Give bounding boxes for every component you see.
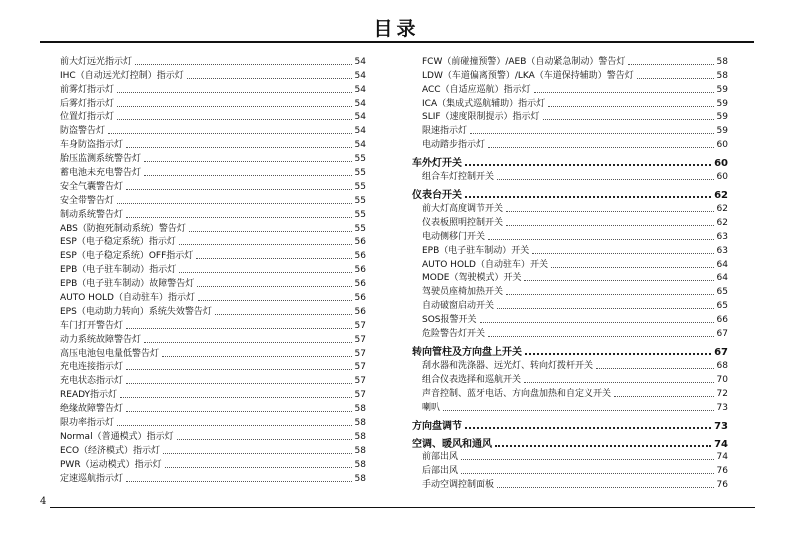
toc-entry-label: 动力系统故障警告灯 <box>60 334 142 345</box>
toc-entry-label: 位置灯指示灯 <box>60 112 115 123</box>
dot-leader <box>534 92 714 93</box>
toc-entry-label: Normal（普通模式）指示灯 <box>60 431 174 442</box>
toc-entry-page: 54 <box>354 126 366 137</box>
toc-entry-label: SLIF（速度限制提示）指示灯 <box>422 112 540 123</box>
toc-entry-label: ESP（电子稳定系统）指示灯 <box>60 237 176 248</box>
toc-entry-page: 58 <box>354 445 366 456</box>
toc-entry-page: 57 <box>354 348 366 359</box>
toc-entry[interactable] <box>60 208 366 222</box>
toc-entry[interactable] <box>60 374 366 388</box>
toc-entry-page: 59 <box>716 112 728 123</box>
toc-entry[interactable] <box>412 83 728 97</box>
toc-entry[interactable] <box>60 444 366 458</box>
toc-entry-page: 57 <box>354 390 366 401</box>
toc-entry-label: 安全气囊警告灯 <box>60 181 124 192</box>
toc-entry-page: 62 <box>716 204 728 215</box>
toc-entry-page: 68 <box>716 360 728 371</box>
dot-leader <box>187 78 352 79</box>
toc-entry-page: 54 <box>354 140 366 151</box>
toc-entry-page: 59 <box>716 84 728 95</box>
toc-entry-label: READY指示灯 <box>60 390 118 401</box>
toc-entry-page: 62 <box>716 217 728 228</box>
toc-entry-page: 56 <box>354 306 366 317</box>
dot-leader <box>532 253 713 254</box>
dot-leader <box>465 196 711 198</box>
toc-entry-label: EPB（电子驻车制动）开关 <box>422 245 530 256</box>
toc-entry-label: EPB（电子驻车制动）指示灯 <box>60 265 177 276</box>
dot-leader <box>637 78 714 79</box>
toc-entry-label: 前雾灯指示灯 <box>60 84 115 95</box>
toc-entry-label: ACC（自适应巡航）指示灯 <box>422 84 531 95</box>
toc-entry-label: FCW（前碰撞预警）/AEB（自动紧急制动）警告灯 <box>422 56 626 67</box>
dot-leader <box>488 336 714 337</box>
toc-entry[interactable] <box>60 319 366 333</box>
toc-entry[interactable] <box>412 170 728 184</box>
dot-leader <box>144 161 352 162</box>
toc-entry-label: ICA（集成式巡航辅助）指示灯 <box>422 98 546 109</box>
toc-entry-page: 55 <box>354 168 366 179</box>
dot-leader <box>144 175 352 176</box>
toc-entry[interactable] <box>60 124 366 138</box>
toc-entry[interactable] <box>60 263 366 277</box>
toc-entry[interactable] <box>60 249 366 263</box>
dot-leader <box>495 445 711 447</box>
toc-entry-label: 高压电池包电量低警告灯 <box>60 348 160 359</box>
toc-entry-label: 声音控制、蓝牙电话、方向盘加热和自定义开关 <box>422 388 612 399</box>
toc-entry[interactable] <box>60 55 366 69</box>
dot-leader <box>525 353 711 355</box>
dot-leader <box>135 64 352 65</box>
toc-entry[interactable] <box>60 222 366 236</box>
toc-entry-label: 方向盘调节 <box>412 420 462 432</box>
dot-leader <box>163 453 351 454</box>
dot-leader <box>117 92 352 93</box>
toc-entry[interactable] <box>412 327 728 341</box>
toc-entry[interactable] <box>60 472 366 486</box>
dot-leader <box>196 258 351 259</box>
toc-entry-page: 63 <box>716 245 728 256</box>
toc-entry-label: 车身防盗指示灯 <box>60 140 124 151</box>
dot-leader <box>126 189 352 190</box>
dot-leader <box>465 164 711 166</box>
toc-entry-label: IHC（自动远光灯控制）指示灯 <box>60 70 184 81</box>
toc-entry-page: 70 <box>716 374 728 385</box>
toc-entry-label: 刮水器和洗涤器、远光灯、转向灯拨杆开关 <box>422 360 594 371</box>
toc-entry-label: 定速巡航指示灯 <box>60 473 124 484</box>
toc-entry-page: 56 <box>354 251 366 262</box>
dot-leader <box>126 369 352 370</box>
toc-entry[interactable] <box>60 291 366 305</box>
toc-entry-page: 65 <box>716 287 728 298</box>
dot-leader <box>165 467 352 468</box>
toc-entry-page: 76 <box>716 466 728 477</box>
toc-entry[interactable] <box>412 216 728 230</box>
dot-leader <box>497 487 714 488</box>
toc-entry[interactable] <box>412 55 728 69</box>
toc-entry-page: 59 <box>716 98 728 109</box>
toc-entry[interactable] <box>412 285 728 299</box>
toc-entry[interactable] <box>60 166 366 180</box>
toc-entry-label: 安全带警告灯 <box>60 195 115 206</box>
dot-leader <box>126 328 352 329</box>
toc-entry[interactable] <box>60 138 366 152</box>
header-rule <box>40 41 754 43</box>
toc-entry-page: 55 <box>354 195 366 206</box>
toc-section-heading[interactable] <box>412 186 728 202</box>
toc-entry[interactable] <box>412 138 728 152</box>
toc-entry[interactable] <box>412 244 728 258</box>
toc-entry[interactable] <box>60 111 366 125</box>
dot-leader <box>461 459 714 460</box>
toc-entry[interactable] <box>412 124 728 138</box>
dot-leader <box>524 382 714 383</box>
toc-entry-label: 限速指示灯 <box>422 126 468 137</box>
toc-entry-page: 64 <box>716 273 728 284</box>
toc-entry-label: LDW（车道偏离预警）/LKA（车道保持辅助）警告灯 <box>422 70 634 81</box>
toc-entry[interactable] <box>412 359 728 373</box>
toc-entry[interactable] <box>412 451 728 465</box>
toc-entry-page: 55 <box>354 181 366 192</box>
toc-entry[interactable] <box>60 416 366 430</box>
dot-leader <box>189 231 352 232</box>
toc-entry-page: 67 <box>714 347 728 359</box>
toc-entry-label: 充电状态指示灯 <box>60 376 124 387</box>
toc-entry[interactable] <box>412 387 728 401</box>
dot-leader <box>198 300 352 301</box>
dot-leader <box>117 203 352 204</box>
toc-entry-label: 组合车灯控制开关 <box>422 172 495 183</box>
toc-entry[interactable] <box>412 69 728 83</box>
toc-entry-label: ESP（电子稳定系统）OFF指示灯 <box>60 251 194 262</box>
toc-entry-label: 蓄电池未充电警告灯 <box>60 168 142 179</box>
toc-entry-page: 58 <box>716 56 728 67</box>
toc-entry-page: 60 <box>716 140 728 151</box>
toc-entry[interactable] <box>60 305 366 319</box>
dot-leader <box>117 119 352 120</box>
toc-entry[interactable] <box>60 388 366 402</box>
toc-section-heading[interactable] <box>412 154 728 170</box>
toc-entry-label: 胎压监测系统警告灯 <box>60 154 142 165</box>
toc-entry-page: 60 <box>714 158 728 170</box>
toc-entry-page: 57 <box>354 376 366 387</box>
toc-entry-page: 74 <box>714 438 728 450</box>
toc-entry[interactable] <box>412 299 728 313</box>
toc-entry[interactable] <box>60 277 366 291</box>
toc-entry[interactable] <box>60 402 366 416</box>
toc-left-column <box>60 55 366 486</box>
toc-entry-page: 72 <box>716 388 728 399</box>
toc-entry-label: EPB（电子驻车制动）故障警告灯 <box>60 279 195 290</box>
toc-entry-page: 58 <box>354 459 366 470</box>
toc-entry-label: 车外灯开关 <box>412 158 462 170</box>
dot-leader <box>506 225 714 226</box>
dot-leader <box>215 314 352 315</box>
dot-leader <box>488 147 714 148</box>
toc-entry-label: 手动空调控制面板 <box>422 480 495 491</box>
toc-entry-label: ABS（防抱死制动系统）警告灯 <box>60 223 186 234</box>
dot-leader <box>543 119 714 120</box>
toc-entry-page: 60 <box>716 172 728 183</box>
dot-leader <box>470 133 714 134</box>
toc-entry-label: 自动破窗启动开关 <box>422 301 495 312</box>
dot-leader <box>126 147 352 148</box>
dot-leader <box>506 211 714 212</box>
toc-entry-page: 54 <box>354 98 366 109</box>
dot-leader <box>179 272 351 273</box>
toc-entry-label: 前大灯远光指示灯 <box>60 56 133 67</box>
toc-entry[interactable] <box>412 230 728 244</box>
dot-leader <box>126 217 352 218</box>
dot-leader <box>614 396 714 397</box>
toc-entry-label: 制动系统警告灯 <box>60 209 124 220</box>
dot-leader <box>179 244 352 245</box>
dot-leader <box>488 239 714 240</box>
toc-entry[interactable] <box>60 430 366 444</box>
toc-entry-page: 55 <box>354 154 366 165</box>
toc-entry[interactable] <box>412 202 728 216</box>
toc-entry-page: 73 <box>716 402 728 413</box>
dot-leader <box>461 473 714 474</box>
page-title: 目录 <box>373 18 420 40</box>
toc-entry-label: PWR（运动模式）指示灯 <box>60 459 162 470</box>
toc-entry[interactable] <box>60 97 366 111</box>
toc-entry-page: 76 <box>716 480 728 491</box>
toc-entry-label: MODE（驾驶模式）开关 <box>422 273 522 284</box>
toc-entry-page: 64 <box>716 259 728 270</box>
toc-entry-label: 防盗警告灯 <box>60 126 106 137</box>
dot-leader <box>551 267 714 268</box>
toc-entry-label: 转向管柱及方向盘上开关 <box>412 347 522 359</box>
toc-entry-page: 67 <box>716 329 728 340</box>
dot-leader <box>524 280 713 281</box>
toc-entry-label: 电动踏步指示灯 <box>422 140 486 151</box>
dot-leader <box>506 294 714 295</box>
toc-entry-label: SOS报警开关 <box>422 315 477 326</box>
dot-leader <box>465 427 711 429</box>
dot-leader <box>126 383 352 384</box>
toc-entry-page: 56 <box>354 293 366 304</box>
toc-entry-page: 55 <box>354 209 366 220</box>
toc-entry[interactable] <box>60 347 366 361</box>
toc-entry-page: 58 <box>716 70 728 81</box>
toc-entry-page: 74 <box>716 452 728 463</box>
toc-entry[interactable] <box>412 313 728 327</box>
toc-entry-label: 后雾灯指示灯 <box>60 98 115 109</box>
dot-leader <box>177 439 352 440</box>
toc-right-column <box>412 55 728 492</box>
toc-entry[interactable] <box>412 272 728 286</box>
toc-entry-page: 57 <box>354 320 366 331</box>
toc-entry-page: 54 <box>354 112 366 123</box>
toc-entry-page: 58 <box>354 404 366 415</box>
toc-entry-label: AUTO HOLD（自动驻车）开关 <box>422 259 548 270</box>
toc-entry-label: 驾驶员座椅加热开关 <box>422 287 504 298</box>
toc-entry-label: 后部出风 <box>422 466 459 477</box>
toc-entry[interactable] <box>60 69 366 83</box>
toc-entry[interactable] <box>412 111 728 125</box>
toc-entry[interactable] <box>412 258 728 272</box>
dot-leader <box>117 425 352 426</box>
toc-entry-page: 65 <box>716 301 728 312</box>
dot-leader <box>443 410 714 411</box>
toc-entry[interactable] <box>412 464 728 478</box>
dot-leader <box>120 397 352 398</box>
toc-entry-page: 62 <box>714 190 728 202</box>
toc-entry-label: 危险警告灯开关 <box>422 329 486 340</box>
toc-entry-label: 组合仪表选择和巡航开关 <box>422 374 522 385</box>
toc-section-heading[interactable] <box>412 343 728 359</box>
toc-entry-page: 73 <box>714 420 728 432</box>
toc-section-heading[interactable] <box>412 417 728 433</box>
toc-entry[interactable] <box>412 97 728 111</box>
toc-entry-page: 59 <box>716 126 728 137</box>
toc-entry-label: 空调、暖风和通风 <box>412 438 492 450</box>
page-number: 4 <box>40 496 47 507</box>
toc-entry[interactable] <box>60 152 366 166</box>
dot-leader <box>628 64 713 65</box>
dot-leader <box>144 342 352 343</box>
toc-entry-page: 56 <box>354 279 366 290</box>
toc-entry-page: 66 <box>716 315 728 326</box>
toc-entry-page: 58 <box>354 473 366 484</box>
toc-entry-page: 54 <box>354 56 366 67</box>
toc-entry[interactable] <box>412 401 728 415</box>
dot-leader <box>596 368 714 369</box>
toc-entry[interactable] <box>60 361 366 375</box>
toc-entry-page: 57 <box>354 334 366 345</box>
toc-entry-label: ECO（经济模式）指示灯 <box>60 445 161 456</box>
toc-entry[interactable] <box>60 458 366 472</box>
toc-entry-page: 63 <box>716 231 728 242</box>
toc-entry-page: 56 <box>354 237 366 248</box>
toc-entry-label: AUTO HOLD（自动驻车）指示灯 <box>60 293 195 304</box>
dot-leader <box>497 179 714 180</box>
toc-entry-label: 喇叭 <box>422 402 441 413</box>
toc-section-heading[interactable] <box>412 435 728 451</box>
dot-leader <box>117 106 352 107</box>
toc-entry[interactable] <box>60 333 366 347</box>
toc-entry-label: 前部出风 <box>422 452 459 463</box>
toc-entry-label: 绝缘故障警告灯 <box>60 404 124 415</box>
toc-entry[interactable] <box>60 194 366 208</box>
dot-leader <box>497 308 714 309</box>
toc-entry-page: 55 <box>354 223 366 234</box>
toc-entry[interactable] <box>60 236 366 250</box>
toc-entry-label: 前大灯高度调节开关 <box>422 204 504 215</box>
dot-leader <box>162 356 352 357</box>
toc-entry-page: 54 <box>354 70 366 81</box>
toc-entry-label: 充电连接指示灯 <box>60 362 124 373</box>
toc-entry-page: 58 <box>354 431 366 442</box>
toc-entry-page: 54 <box>354 84 366 95</box>
toc-entry-label: 限功率指示灯 <box>60 418 115 429</box>
toc-entry[interactable] <box>412 478 728 492</box>
footer-rule <box>50 507 755 508</box>
toc-entry-label: 电动侧移门开关 <box>422 231 486 242</box>
toc-entry-label: 仪表板照明控制开关 <box>422 217 504 228</box>
toc-entry[interactable] <box>60 83 366 97</box>
toc-entry[interactable] <box>60 180 366 194</box>
dot-leader <box>197 286 351 287</box>
toc-entry[interactable] <box>412 373 728 387</box>
toc-entry-label: 仪表台开关 <box>412 190 462 202</box>
dot-leader <box>548 106 713 107</box>
toc-entry-label: 车门打开警告灯 <box>60 320 124 331</box>
dot-leader <box>126 411 352 412</box>
dot-leader <box>126 481 352 482</box>
dot-leader <box>480 322 714 323</box>
dot-leader <box>108 133 352 134</box>
toc-entry-page: 58 <box>354 418 366 429</box>
toc-entry-page: 57 <box>354 362 366 373</box>
toc-entry-label: EPS（电动助力转向）系统失效警告灯 <box>60 306 212 317</box>
toc-entry-page: 56 <box>354 265 366 276</box>
